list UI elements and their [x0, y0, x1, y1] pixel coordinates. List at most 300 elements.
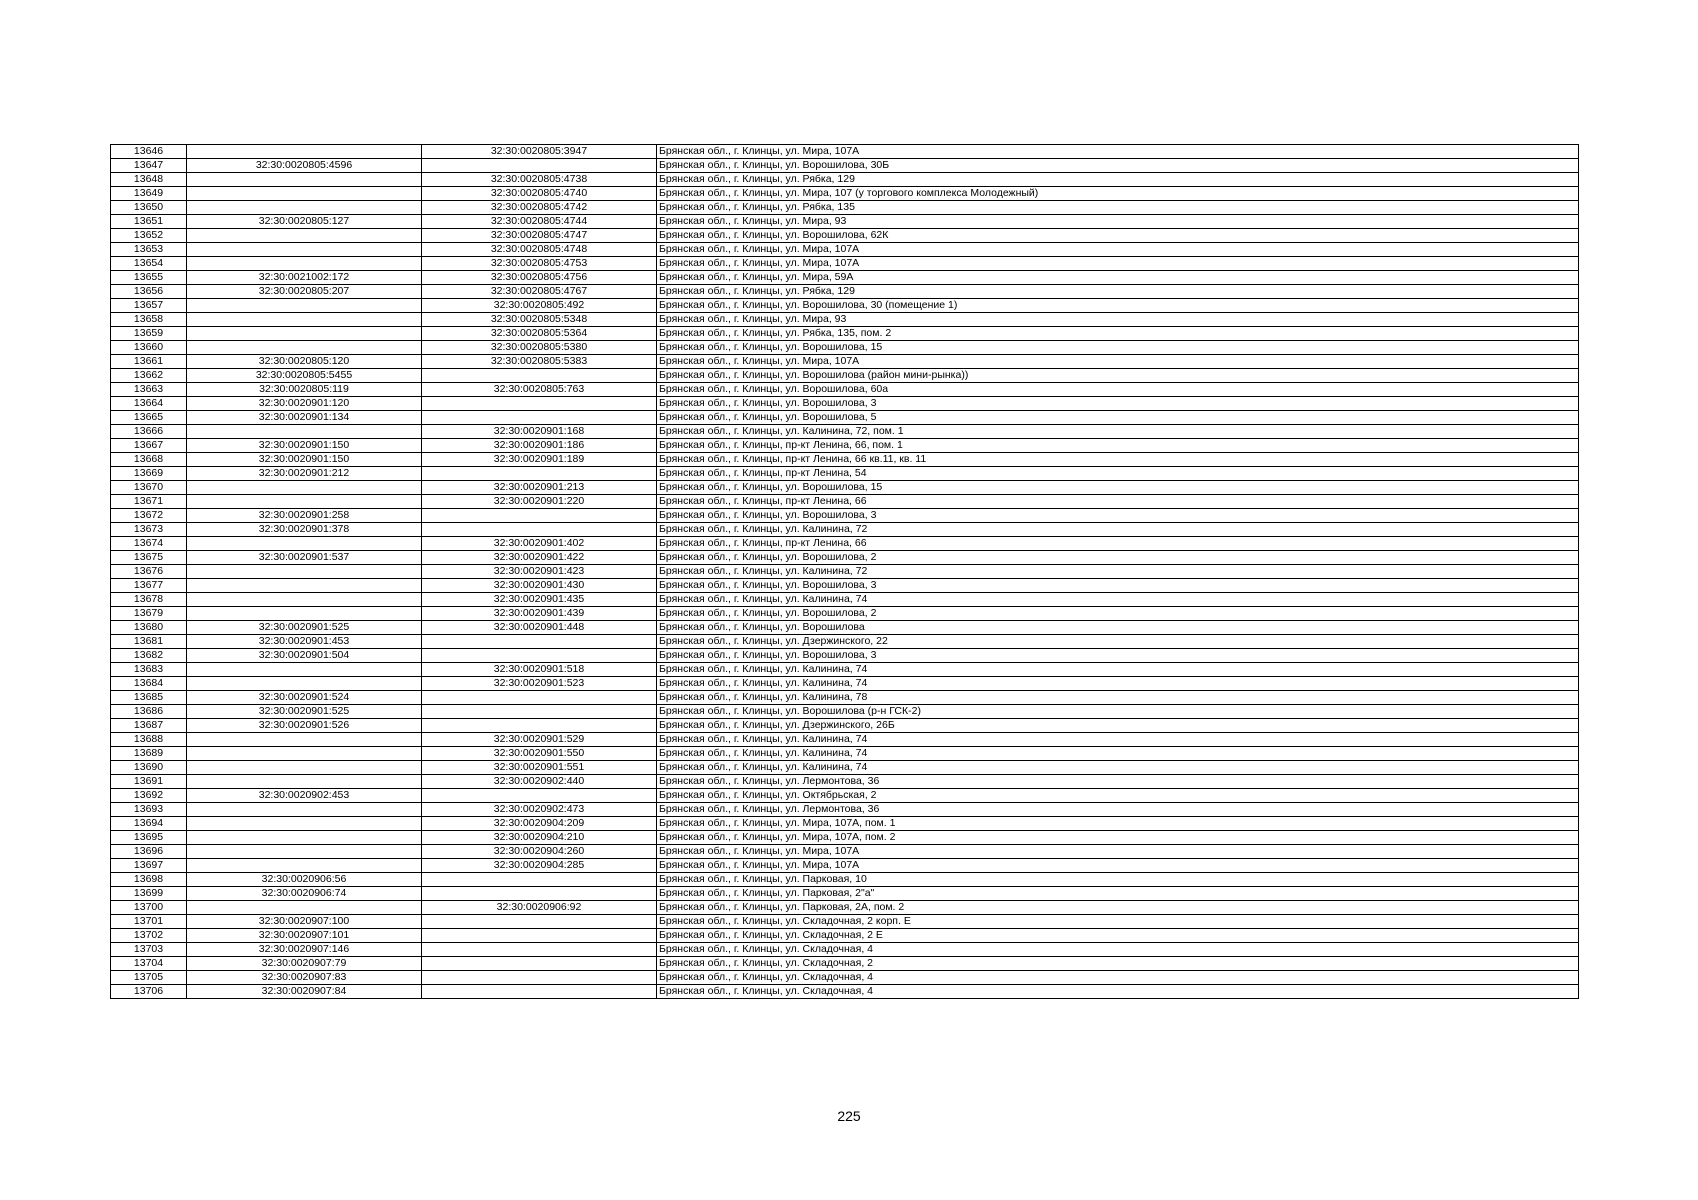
row-number-cell: 13650: [111, 201, 187, 215]
address-cell: Брянская обл., г. Клинцы, ул. Калинина, 78: [657, 691, 1579, 705]
row-number-cell: 13697: [111, 859, 187, 873]
table-row: [111, 803, 1579, 817]
table-row: [111, 593, 1579, 607]
cadastral-number-cell: [422, 369, 657, 383]
address-cell: Брянская обл., г. Клинцы, ул. Рябка, 129: [657, 173, 1579, 187]
address-cell: Брянская обл., г. Клинцы, ул. Мира, 107А: [657, 859, 1579, 873]
address-cell: Брянская обл., г. Клинцы, ул. Ворошилова, 3: [657, 649, 1579, 663]
previous-cadastral-number-cell: 32:30:0020907:100: [187, 915, 422, 929]
previous-cadastral-number-cell: [187, 229, 422, 243]
previous-cadastral-number-cell: [187, 187, 422, 201]
table-row: [111, 607, 1579, 621]
row-number-cell: 13696: [111, 845, 187, 859]
address-cell: Брянская обл., г. Клинцы, ул. Калинина, 74: [657, 593, 1579, 607]
table-row: [111, 187, 1579, 201]
table-row: [111, 355, 1579, 369]
row-number-cell: 13648: [111, 173, 187, 187]
table-row: [111, 859, 1579, 873]
address-cell: Брянская обл., г. Клинцы, ул. Складочная, 2 корп. Е: [657, 915, 1579, 929]
previous-cadastral-number-cell: 32:30:0020901:378: [187, 523, 422, 537]
previous-cadastral-number-cell: 32:30:0020901:212: [187, 467, 422, 481]
cadastral-number-cell: 32:30:0020901:439: [422, 607, 657, 621]
cadastral-number-cell: [422, 397, 657, 411]
address-cell: Брянская обл., г. Клинцы, ул. Ворошилова: [657, 621, 1579, 635]
address-cell: Брянская обл., г. Клинцы, ул. Калинина, 72: [657, 523, 1579, 537]
address-cell: Брянская обл., г. Клинцы, ул. Мира, 59А: [657, 271, 1579, 285]
cadastral-number-cell: 32:30:0020805:4767: [422, 285, 657, 299]
address-cell: Брянская обл., г. Клинцы, ул. Парковая, 10: [657, 873, 1579, 887]
previous-cadastral-number-cell: [187, 593, 422, 607]
address-cell: Брянская обл., г. Клинцы, пр-кт Ленина, 66 кв.11, кв. 11: [657, 453, 1579, 467]
previous-cadastral-number-cell: 32:30:0020901:453: [187, 635, 422, 649]
table-row: [111, 873, 1579, 887]
table-row: [111, 789, 1579, 803]
table-row: [111, 341, 1579, 355]
address-cell: Брянская обл., г. Клинцы, ул. Рябка, 135: [657, 201, 1579, 215]
row-number-cell: 13668: [111, 453, 187, 467]
table-row: [111, 425, 1579, 439]
cadastral-number-cell: [422, 887, 657, 901]
address-cell: Брянская обл., г. Клинцы, ул. Калинина, 74: [657, 761, 1579, 775]
row-number-cell: 13646: [111, 145, 187, 159]
previous-cadastral-number-cell: [187, 201, 422, 215]
row-number-cell: 13682: [111, 649, 187, 663]
previous-cadastral-number-cell: [187, 481, 422, 495]
address-cell: Брянская обл., г. Клинцы, ул. Мира, 107А, пом. 2: [657, 831, 1579, 845]
table-row: [111, 775, 1579, 789]
cadastral-number-cell: 32:30:0020805:5380: [422, 341, 657, 355]
row-number-cell: 13689: [111, 747, 187, 761]
previous-cadastral-number-cell: 32:30:0020901:150: [187, 453, 422, 467]
table-row: [111, 831, 1579, 845]
address-cell: Брянская обл., г. Клинцы, ул. Калинина, 74: [657, 733, 1579, 747]
row-number-cell: 13672: [111, 509, 187, 523]
previous-cadastral-number-cell: 32:30:0020901:537: [187, 551, 422, 565]
previous-cadastral-number-cell: 32:30:0020805:5455: [187, 369, 422, 383]
cadastral-number-cell: [422, 467, 657, 481]
table-row: [111, 537, 1579, 551]
cadastral-number-cell: [422, 915, 657, 929]
row-number-cell: 13649: [111, 187, 187, 201]
table-row: [111, 747, 1579, 761]
row-number-cell: 13669: [111, 467, 187, 481]
row-number-cell: 13685: [111, 691, 187, 705]
address-cell: Брянская обл., г. Клинцы, пр-кт Ленина, 54: [657, 467, 1579, 481]
address-cell: Брянская обл., г. Клинцы, ул. Мира, 107А: [657, 257, 1579, 271]
cadastral-number-cell: 32:30:0020805:4753: [422, 257, 657, 271]
cadastral-number-cell: 32:30:0020904:260: [422, 845, 657, 859]
cadastral-number-cell: 32:30:0020901:168: [422, 425, 657, 439]
previous-cadastral-number-cell: [187, 313, 422, 327]
table-row: [111, 257, 1579, 271]
row-number-cell: 13663: [111, 383, 187, 397]
address-cell: Брянская обл., г. Клинцы, ул. Дзержинского, 22: [657, 635, 1579, 649]
cadastral-number-cell: 32:30:0020901:423: [422, 565, 657, 579]
cadastral-number-cell: 32:30:0020805:4744: [422, 215, 657, 229]
table-row: [111, 719, 1579, 733]
table-row: [111, 411, 1579, 425]
address-cell: Брянская обл., г. Клинцы, ул. Ворошилова, 30Б: [657, 159, 1579, 173]
table-row: [111, 635, 1579, 649]
previous-cadastral-number-cell: 32:30:0020902:453: [187, 789, 422, 803]
address-cell: Брянская обл., г. Клинцы, ул. Складочная, 2 Е: [657, 929, 1579, 943]
table-row: [111, 285, 1579, 299]
cadastral-number-cell: 32:30:0020805:4742: [422, 201, 657, 215]
address-cell: Брянская обл., г. Клинцы, ул. Ворошилова, 60а: [657, 383, 1579, 397]
cadastral-number-cell: [422, 719, 657, 733]
cadastral-number-cell: [422, 957, 657, 971]
row-number-cell: 13705: [111, 971, 187, 985]
cadastral-number-cell: 32:30:0020901:435: [422, 593, 657, 607]
address-cell: Брянская обл., г. Клинцы, ул. Мира, 107 (у торгового комплекса Молодежный): [657, 187, 1579, 201]
cadastral-number-cell: 32:30:0020805:4748: [422, 243, 657, 257]
table-row: [111, 565, 1579, 579]
address-cell: Брянская обл., г. Клинцы, пр-кт Ленина, 66: [657, 495, 1579, 509]
row-number-cell: 13652: [111, 229, 187, 243]
row-number-cell: 13674: [111, 537, 187, 551]
cadastral-number-cell: 32:30:0020805:5364: [422, 327, 657, 341]
row-number-cell: 13693: [111, 803, 187, 817]
cadastral-number-cell: 32:30:0020901:529: [422, 733, 657, 747]
row-number-cell: 13702: [111, 929, 187, 943]
cadastral-number-cell: 32:30:0020805:5348: [422, 313, 657, 327]
row-number-cell: 13690: [111, 761, 187, 775]
cadastral-number-cell: [422, 943, 657, 957]
table-row: [111, 649, 1579, 663]
cadastral-number-cell: [422, 985, 657, 999]
address-cell: Брянская обл., г. Клинцы, ул. Парковая, 2"а": [657, 887, 1579, 901]
row-number-cell: 13664: [111, 397, 187, 411]
address-cell: Брянская обл., г. Клинцы, ул. Ворошилова (р-н ГСК-2): [657, 705, 1579, 719]
cadastral-number-cell: 32:30:0020901:550: [422, 747, 657, 761]
cadastral-number-cell: 32:30:0020901:213: [422, 481, 657, 495]
previous-cadastral-number-cell: 32:30:0020805:127: [187, 215, 422, 229]
table-row: [111, 243, 1579, 257]
address-cell: Брянская обл., г. Клинцы, ул. Мира, 93: [657, 313, 1579, 327]
previous-cadastral-number-cell: 32:30:0020901:258: [187, 509, 422, 523]
row-number-cell: 13706: [111, 985, 187, 999]
address-cell: Брянская обл., г. Клинцы, ул. Октябрьская, 2: [657, 789, 1579, 803]
address-cell: Брянская обл., г. Клинцы, ул. Мира, 107А, пом. 1: [657, 817, 1579, 831]
address-cell: Брянская обл., г. Клинцы, ул. Парковая, 2А, пом. 2: [657, 901, 1579, 915]
row-number-cell: 13687: [111, 719, 187, 733]
cadastral-number-cell: 32:30:0020805:4747: [422, 229, 657, 243]
table-row: [111, 761, 1579, 775]
table-row: [111, 159, 1579, 173]
cadastral-number-cell: [422, 873, 657, 887]
table-row: [111, 929, 1579, 943]
cadastral-number-cell: 32:30:0020901:551: [422, 761, 657, 775]
cadastral-number-cell: 32:30:0020805:4756: [422, 271, 657, 285]
previous-cadastral-number-cell: 32:30:0020901:150: [187, 439, 422, 453]
row-number-cell: 13651: [111, 215, 187, 229]
address-cell: Брянская обл., г. Клинцы, ул. Мира, 107А: [657, 355, 1579, 369]
previous-cadastral-number-cell: [187, 327, 422, 341]
address-cell: Брянская обл., г. Клинцы, ул. Ворошилова, 3: [657, 509, 1579, 523]
address-cell: Брянская обл., г. Клинцы, ул. Складочная, 4: [657, 971, 1579, 985]
cadastral-number-cell: 32:30:0020805:4740: [422, 187, 657, 201]
previous-cadastral-number-cell: 32:30:0020906:56: [187, 873, 422, 887]
previous-cadastral-number-cell: [187, 579, 422, 593]
previous-cadastral-number-cell: 32:30:0021002:172: [187, 271, 422, 285]
cadastral-number-cell: [422, 971, 657, 985]
row-number-cell: 13665: [111, 411, 187, 425]
address-cell: Брянская обл., г. Клинцы, ул. Калинина, 74: [657, 663, 1579, 677]
previous-cadastral-number-cell: 32:30:0020805:4596: [187, 159, 422, 173]
previous-cadastral-number-cell: [187, 803, 422, 817]
cadastral-number-cell: [422, 649, 657, 663]
cadastral-number-cell: [422, 509, 657, 523]
address-cell: Брянская обл., г. Клинцы, ул. Складочная, 4: [657, 985, 1579, 999]
table-row: [111, 201, 1579, 215]
previous-cadastral-number-cell: 32:30:0020901:524: [187, 691, 422, 705]
table-row: [111, 817, 1579, 831]
previous-cadastral-number-cell: 32:30:0020907:146: [187, 943, 422, 957]
table-row: [111, 481, 1579, 495]
previous-cadastral-number-cell: 32:30:0020907:84: [187, 985, 422, 999]
table-row: [111, 467, 1579, 481]
row-number-cell: 13686: [111, 705, 187, 719]
cadastral-number-cell: 32:30:0020901:430: [422, 579, 657, 593]
row-number-cell: 13666: [111, 425, 187, 439]
table-row: [111, 397, 1579, 411]
cadastral-number-cell: 32:30:0020904:210: [422, 831, 657, 845]
address-cell: Брянская обл., г. Клинцы, ул. Складочная, 4: [657, 943, 1579, 957]
cadastral-number-cell: 32:30:0020805:5383: [422, 355, 657, 369]
table-row: [111, 705, 1579, 719]
cadastral-number-cell: 32:30:0020901:523: [422, 677, 657, 691]
row-number-cell: 13695: [111, 831, 187, 845]
row-number-cell: 13659: [111, 327, 187, 341]
cadastral-number-cell: [422, 691, 657, 705]
previous-cadastral-number-cell: 32:30:0020901:120: [187, 397, 422, 411]
cadastral-number-cell: [422, 635, 657, 649]
cadastral-number-cell: [422, 789, 657, 803]
row-number-cell: 13680: [111, 621, 187, 635]
page-number: 225: [837, 1108, 861, 1124]
previous-cadastral-number-cell: [187, 299, 422, 313]
cadastral-number-cell: 32:30:0020902:440: [422, 775, 657, 789]
previous-cadastral-number-cell: [187, 145, 422, 159]
row-number-cell: 13662: [111, 369, 187, 383]
cadastral-number-cell: [422, 523, 657, 537]
row-number-cell: 13683: [111, 663, 187, 677]
table-row: [111, 145, 1579, 159]
table-row: [111, 313, 1579, 327]
table-row: [111, 579, 1579, 593]
table-row: [111, 677, 1579, 691]
previous-cadastral-number-cell: [187, 565, 422, 579]
row-number-cell: 13684: [111, 677, 187, 691]
previous-cadastral-number-cell: [187, 677, 422, 691]
address-cell: Брянская обл., г. Клинцы, ул. Дзержинского, 26Б: [657, 719, 1579, 733]
previous-cadastral-number-cell: 32:30:0020805:119: [187, 383, 422, 397]
cadastral-number-cell: [422, 411, 657, 425]
cadastral-number-cell: 32:30:0020805:3947: [422, 145, 657, 159]
previous-cadastral-number-cell: 32:30:0020805:207: [187, 285, 422, 299]
cadastral-number-cell: [422, 705, 657, 719]
row-number-cell: 13657: [111, 299, 187, 313]
table-row: [111, 663, 1579, 677]
row-number-cell: 13671: [111, 495, 187, 509]
table-row: [111, 621, 1579, 635]
row-number-cell: 13654: [111, 257, 187, 271]
address-cell: Брянская обл., г. Клинцы, ул. Ворошилова, 15: [657, 341, 1579, 355]
table-row: [111, 551, 1579, 565]
cadastral-number-cell: 32:30:0020901:422: [422, 551, 657, 565]
previous-cadastral-number-cell: 32:30:0020906:74: [187, 887, 422, 901]
row-number-cell: 13691: [111, 775, 187, 789]
table-row: [111, 383, 1579, 397]
cadastral-number-cell: [422, 929, 657, 943]
previous-cadastral-number-cell: [187, 859, 422, 873]
previous-cadastral-number-cell: 32:30:0020901:525: [187, 621, 422, 635]
table-row: [111, 971, 1579, 985]
cadastral-number-cell: [422, 159, 657, 173]
cadastral-number-cell: 32:30:0020901:448: [422, 621, 657, 635]
address-cell: Брянская обл., г. Клинцы, пр-кт Ленина, 66, пом. 1: [657, 439, 1579, 453]
row-number-cell: 13676: [111, 565, 187, 579]
table-row: [111, 271, 1579, 285]
row-number-cell: 13667: [111, 439, 187, 453]
address-cell: Брянская обл., г. Клинцы, ул. Калинина, 74: [657, 747, 1579, 761]
address-cell: Брянская обл., г. Клинцы, ул. Калинина, 74: [657, 677, 1579, 691]
address-cell: Брянская обл., г. Клинцы, ул. Ворошилова, 15: [657, 481, 1579, 495]
table-row: [111, 215, 1579, 229]
previous-cadastral-number-cell: 32:30:0020901:525: [187, 705, 422, 719]
previous-cadastral-number-cell: [187, 747, 422, 761]
cadastral-number-cell: 32:30:0020805:492: [422, 299, 657, 313]
table-row: [111, 439, 1579, 453]
row-number-cell: 13656: [111, 285, 187, 299]
address-cell: Брянская обл., г. Клинцы, ул. Ворошилова, 3: [657, 579, 1579, 593]
cadastral-number-cell: 32:30:0020904:285: [422, 859, 657, 873]
previous-cadastral-number-cell: 32:30:0020907:101: [187, 929, 422, 943]
table-row: [111, 229, 1579, 243]
row-number-cell: 13704: [111, 957, 187, 971]
address-cell: Брянская обл., г. Клинцы, ул. Мира, 107А: [657, 243, 1579, 257]
address-cell: Брянская обл., г. Клинцы, ул. Лермонтова, 36: [657, 775, 1579, 789]
previous-cadastral-number-cell: [187, 495, 422, 509]
previous-cadastral-number-cell: [187, 775, 422, 789]
address-cell: Брянская обл., г. Клинцы, ул. Мира, 107А: [657, 845, 1579, 859]
address-cell: Брянская обл., г. Клинцы, ул. Ворошилова, 3: [657, 397, 1579, 411]
cadastral-number-cell: 32:30:0020904:209: [422, 817, 657, 831]
previous-cadastral-number-cell: [187, 243, 422, 257]
cadastral-number-cell: 32:30:0020901:186: [422, 439, 657, 453]
table-row: [111, 523, 1579, 537]
table-row: [111, 509, 1579, 523]
row-number-cell: 13679: [111, 607, 187, 621]
row-number-cell: 13688: [111, 733, 187, 747]
row-number-cell: 13678: [111, 593, 187, 607]
cadastral-number-cell: 32:30:0020805:763: [422, 383, 657, 397]
table-row: [111, 943, 1579, 957]
address-cell: Брянская обл., г. Клинцы, ул. Мира, 93: [657, 215, 1579, 229]
row-number-cell: 13699: [111, 887, 187, 901]
table-row: [111, 453, 1579, 467]
row-number-cell: 13673: [111, 523, 187, 537]
cadastral-number-cell: 32:30:0020805:4738: [422, 173, 657, 187]
row-number-cell: 13698: [111, 873, 187, 887]
row-number-cell: 13653: [111, 243, 187, 257]
row-number-cell: 13670: [111, 481, 187, 495]
cadastral-number-cell: 32:30:0020901:189: [422, 453, 657, 467]
previous-cadastral-number-cell: 32:30:0020907:83: [187, 971, 422, 985]
row-number-cell: 13692: [111, 789, 187, 803]
row-number-cell: 13655: [111, 271, 187, 285]
previous-cadastral-number-cell: [187, 901, 422, 915]
previous-cadastral-number-cell: [187, 663, 422, 677]
row-number-cell: 13701: [111, 915, 187, 929]
previous-cadastral-number-cell: [187, 845, 422, 859]
table-row: [111, 495, 1579, 509]
address-cell: Брянская обл., г. Клинцы, ул. Ворошилова, 2: [657, 551, 1579, 565]
table-row: [111, 691, 1579, 705]
cadastral-number-cell: 32:30:0020901:220: [422, 495, 657, 509]
previous-cadastral-number-cell: [187, 733, 422, 747]
previous-cadastral-number-cell: 32:30:0020805:120: [187, 355, 422, 369]
row-number-cell: 13681: [111, 635, 187, 649]
table-row: [111, 733, 1579, 747]
table-row: [111, 369, 1579, 383]
address-cell: Брянская обл., г. Клинцы, ул. Лермонтова, 36: [657, 803, 1579, 817]
row-number-cell: 13677: [111, 579, 187, 593]
previous-cadastral-number-cell: [187, 607, 422, 621]
row-number-cell: 13647: [111, 159, 187, 173]
table-row: [111, 173, 1579, 187]
previous-cadastral-number-cell: [187, 173, 422, 187]
previous-cadastral-number-cell: 32:30:0020907:79: [187, 957, 422, 971]
previous-cadastral-number-cell: [187, 537, 422, 551]
row-number-cell: 13660: [111, 341, 187, 355]
table-row: [111, 887, 1579, 901]
table-row: [111, 327, 1579, 341]
row-number-cell: 13694: [111, 817, 187, 831]
registry-table-body: [111, 145, 1579, 999]
registry-table: [110, 144, 1579, 999]
address-cell: Брянская обл., г. Клинцы, ул. Ворошилова (район мини-рынка)): [657, 369, 1579, 383]
table-row: [111, 845, 1579, 859]
cadastral-number-cell: 32:30:0020902:473: [422, 803, 657, 817]
address-cell: Брянская обл., г. Клинцы, ул. Мира, 107А: [657, 145, 1579, 159]
address-cell: Брянская обл., г. Клинцы, ул. Калинина, 72, пом. 1: [657, 425, 1579, 439]
table-row: [111, 915, 1579, 929]
address-cell: Брянская обл., г. Клинцы, ул. Ворошилова, 2: [657, 607, 1579, 621]
row-number-cell: 13675: [111, 551, 187, 565]
previous-cadastral-number-cell: 32:30:0020901:504: [187, 649, 422, 663]
row-number-cell: 13700: [111, 901, 187, 915]
address-cell: Брянская обл., г. Клинцы, ул. Ворошилова, 62К: [657, 229, 1579, 243]
previous-cadastral-number-cell: [187, 817, 422, 831]
table-row: [111, 985, 1579, 999]
address-cell: Брянская обл., г. Клинцы, ул. Ворошилова, 30 (помещение 1): [657, 299, 1579, 313]
previous-cadastral-number-cell: [187, 341, 422, 355]
table-row: [111, 299, 1579, 313]
table-row: [111, 957, 1579, 971]
row-number-cell: 13661: [111, 355, 187, 369]
address-cell: Брянская обл., г. Клинцы, ул. Складочная, 2: [657, 957, 1579, 971]
cadastral-number-cell: 32:30:0020901:402: [422, 537, 657, 551]
previous-cadastral-number-cell: [187, 257, 422, 271]
address-cell: Брянская обл., г. Клинцы, ул. Рябка, 129: [657, 285, 1579, 299]
row-number-cell: 13658: [111, 313, 187, 327]
address-cell: Брянская обл., г. Клинцы, пр-кт Ленина, 66: [657, 537, 1579, 551]
previous-cadastral-number-cell: [187, 831, 422, 845]
previous-cadastral-number-cell: [187, 761, 422, 775]
cadastral-number-cell: 32:30:0020906:92: [422, 901, 657, 915]
cadastral-number-cell: 32:30:0020901:518: [422, 663, 657, 677]
